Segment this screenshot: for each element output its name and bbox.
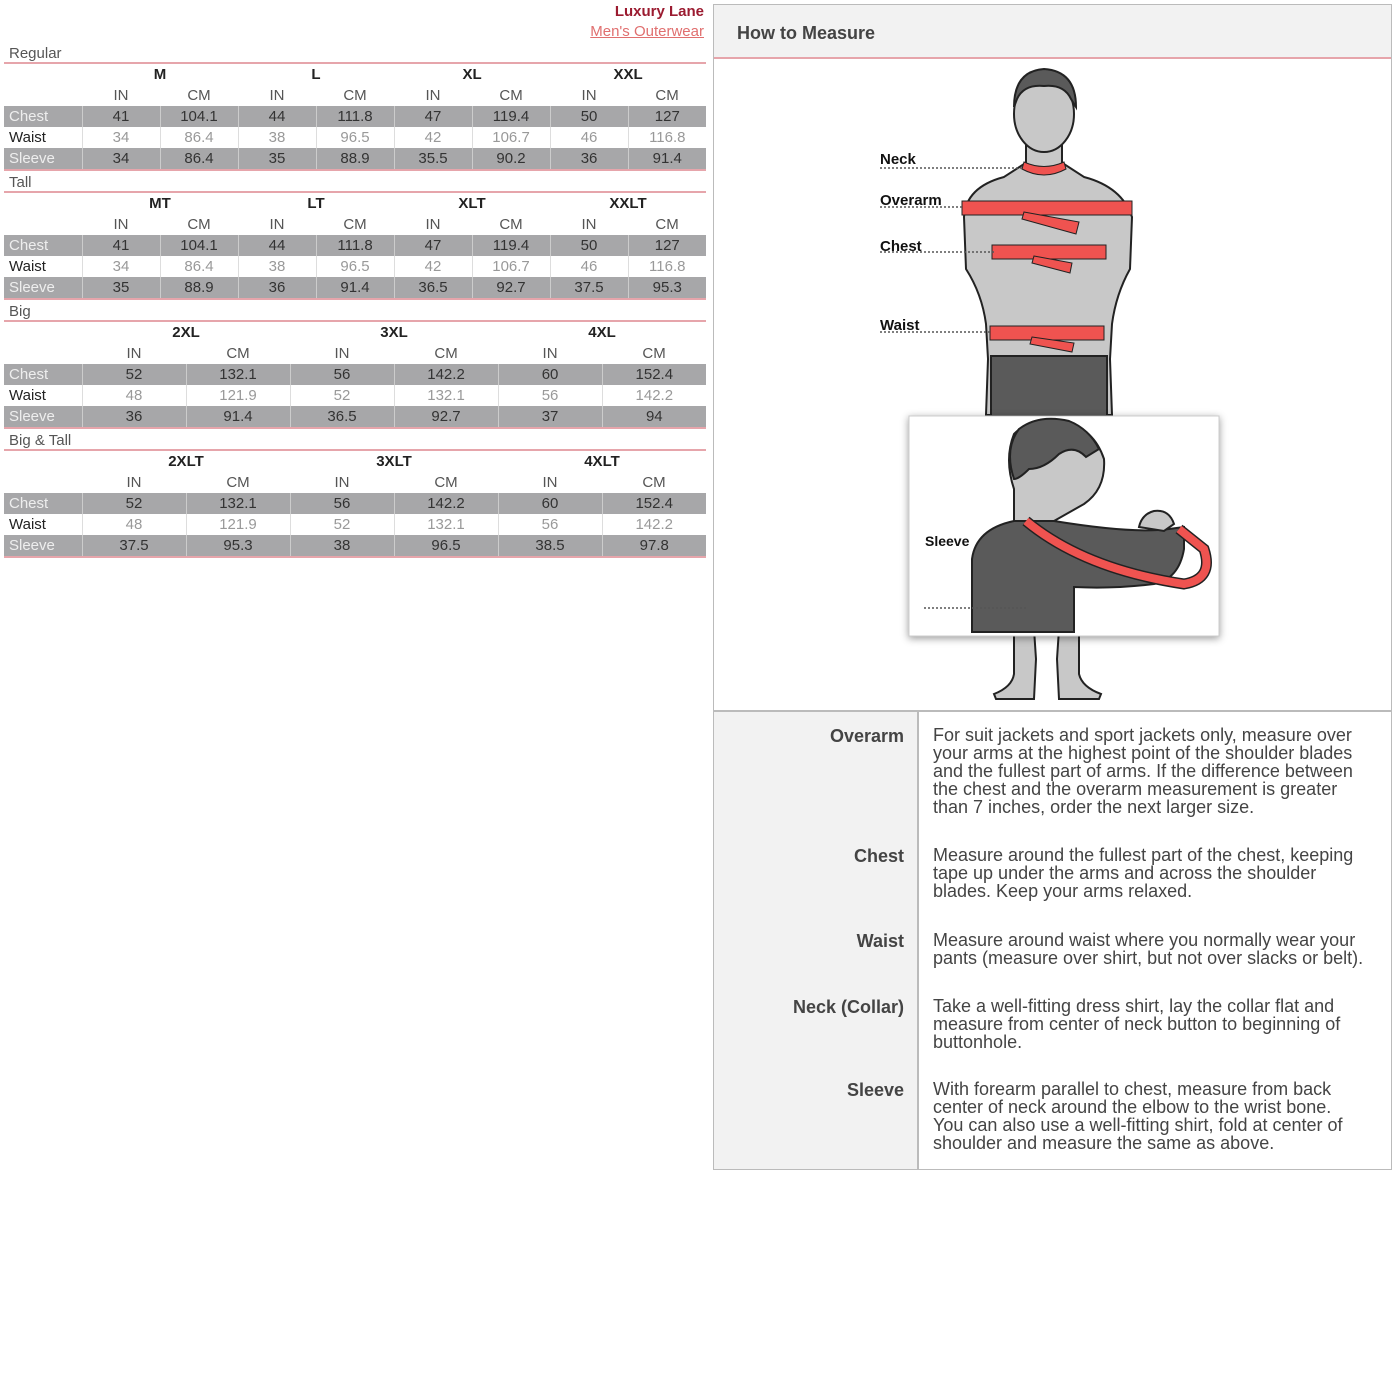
- instruction-line: tape up under the arms and across the shoulder: [933, 863, 1317, 883]
- unit-header-cm: CM: [655, 87, 679, 104]
- table-row: [4, 493, 706, 514]
- size-header-row: [4, 193, 706, 214]
- measurement-cell: 36.5: [290, 406, 394, 428]
- unit-header-in: IN: [269, 216, 285, 233]
- unit-header-cm: CM: [187, 216, 211, 233]
- measurement-cell: 46: [550, 256, 628, 277]
- unit-header-cm: CM: [187, 87, 211, 104]
- measurement-cell: 35: [238, 148, 316, 170]
- measurement-cell: 92.7: [472, 277, 550, 299]
- instruction-line: Measure around the fullest part of the chest, keeping: [933, 845, 1354, 865]
- measurement-cell: 95.3: [628, 277, 706, 299]
- measurement-cell: 86.4: [160, 127, 238, 148]
- measurement-cell: 46: [550, 127, 628, 148]
- measurement-cell: 111.8: [316, 106, 394, 127]
- figure-label-waist: Waist: [880, 317, 920, 334]
- row-label: Chest: [4, 106, 82, 127]
- instruction-line: your arms at the highest point of the shoulder blades: [933, 743, 1353, 763]
- measurement-instructions: [714, 712, 1391, 1169]
- measurement-cell: 96.5: [316, 256, 394, 277]
- unit-header-in: IN: [581, 216, 597, 233]
- measurement-cell: 41: [82, 235, 160, 256]
- measurement-cell: 91.4: [628, 148, 706, 170]
- measurement-cell: 35.5: [394, 148, 472, 170]
- row-label: Chest: [4, 364, 82, 385]
- unit-header-cm: CM: [226, 345, 250, 362]
- instruction-line: center of neck around the elbow to the wrist bone.: [933, 1097, 1332, 1117]
- measurement-cell: 91.4: [316, 277, 394, 299]
- measurement-cell: 97.8: [602, 535, 706, 557]
- size-table: [4, 64, 706, 171]
- category-link[interactable]: Men's Outerwear: [590, 23, 704, 40]
- measurement-cell: 35: [82, 277, 160, 299]
- measurement-cell: 36: [238, 277, 316, 299]
- row-label: Waist: [9, 129, 46, 146]
- instruction-line: and the fullest part of arms. If the difference between: [933, 761, 1353, 781]
- measurement-cell: 47: [394, 106, 472, 127]
- measurement-cell: 106.7: [472, 256, 550, 277]
- measurement-cell: 121.9: [186, 514, 290, 535]
- row-label: Waist: [9, 258, 46, 275]
- measurement-cell: 37.5: [550, 277, 628, 299]
- instruction-text: [933, 1080, 1383, 1152]
- measurement-cell: 41: [82, 106, 160, 127]
- size-header: MT: [149, 195, 171, 212]
- legs-illustration: [994, 629, 1101, 699]
- unit-header-cm: CM: [226, 474, 250, 491]
- measurement-cell: 36: [82, 406, 186, 428]
- measurement-cell: 104.1: [160, 235, 238, 256]
- measurement-cell: 152.4: [602, 493, 706, 514]
- instruction-line: the chest and the overarm measurement is greater: [933, 779, 1338, 799]
- measurement-cell: 132.1: [186, 364, 290, 385]
- size-header: 2XLT: [168, 453, 204, 470]
- size-table: [4, 193, 706, 300]
- row-label: Sleeve: [4, 535, 82, 557]
- measurement-cell: 36.5: [394, 277, 472, 299]
- measurement-cell: 34: [82, 127, 160, 148]
- instruction-label: Sleeve: [846, 1080, 904, 1100]
- measurement-cell: 56: [498, 385, 602, 406]
- measurement-cell: 42: [394, 127, 472, 148]
- size-groups: [4, 42, 706, 558]
- table-row: [4, 127, 706, 148]
- size-group: [4, 42, 706, 171]
- measurement-cell: 96.5: [316, 127, 394, 148]
- measurement-cell: 142.2: [602, 385, 706, 406]
- table-row: [4, 148, 706, 170]
- size-header: 2XL: [172, 324, 200, 341]
- size-header-row: [4, 64, 706, 85]
- measurement-cell: 52: [82, 493, 186, 514]
- instruction-label: Overarm: [829, 726, 904, 746]
- table-row: [4, 364, 706, 385]
- unit-header-in: IN: [425, 216, 441, 233]
- measurement-cell: 52: [290, 514, 394, 535]
- measurement-cell: 127: [628, 235, 706, 256]
- measurement-cell: 60: [498, 493, 602, 514]
- size-header: LT: [307, 195, 325, 212]
- measurement-cell: 132.1: [394, 514, 498, 535]
- measurement-cell: 116.8: [628, 127, 706, 148]
- unit-header-cm: CM: [642, 474, 666, 491]
- body-diagram: [714, 59, 1391, 710]
- figure-label-chest: Chest: [880, 238, 922, 255]
- unit-header-cm: CM: [343, 216, 367, 233]
- size-header: 4XL: [588, 324, 616, 341]
- measurement-cell: 56: [290, 493, 394, 514]
- unit-header-in: IN: [126, 345, 142, 362]
- measurement-cell: 37.5: [82, 535, 186, 557]
- instruction-line: blades. Keep your arms relaxed.: [933, 881, 1193, 901]
- unit-header-cm: CM: [499, 87, 523, 104]
- measurement-cell: 38.5: [498, 535, 602, 557]
- unit-header-row: [4, 343, 706, 364]
- group-title: Regular: [4, 42, 706, 64]
- measurement-cell: 56: [498, 514, 602, 535]
- measurement-cell: 38: [238, 256, 316, 277]
- measurement-cell: 60: [498, 364, 602, 385]
- instruction-line: shoulder and measure the same as above.: [933, 1133, 1275, 1153]
- measurement-cell: 90.2: [472, 148, 550, 170]
- row-label: Waist: [9, 516, 46, 533]
- unit-header-cm: CM: [343, 87, 367, 104]
- unit-header-row: [4, 214, 706, 235]
- size-group: [4, 300, 706, 429]
- instruction-line: For suit jackets and sport jackets only, measure over: [933, 725, 1352, 745]
- row-label: Chest: [4, 493, 82, 514]
- measurement-cell: 38: [290, 535, 394, 557]
- unit-header-in: IN: [334, 345, 350, 362]
- measurement-cell: 47: [394, 235, 472, 256]
- unit-header-in: IN: [542, 474, 558, 491]
- table-row: [4, 535, 706, 557]
- instruction-text: [933, 846, 1383, 900]
- table-row: [4, 277, 706, 299]
- size-header: XL: [462, 66, 482, 83]
- measurement-cell: 44: [238, 235, 316, 256]
- figure-label-sleeve: Sleeve: [925, 533, 970, 549]
- measurement-cell: 56: [290, 364, 394, 385]
- sleeve-inset-illustration: [909, 416, 1219, 636]
- size-header: 3XL: [380, 324, 408, 341]
- measurement-cell: 119.4: [472, 235, 550, 256]
- measurement-cell: 104.1: [160, 106, 238, 127]
- group-title: Big: [4, 300, 706, 322]
- measurement-cell: 152.4: [602, 364, 706, 385]
- measurement-cell: 91.4: [186, 406, 290, 428]
- instruction-line: Measure around waist where you normally wear your: [933, 930, 1356, 950]
- row-label: Sleeve: [4, 148, 82, 170]
- measurement-cell: 95.3: [186, 535, 290, 557]
- table-row: [4, 106, 706, 127]
- measurement-cell: 50: [550, 235, 628, 256]
- instruction-text: [933, 997, 1383, 1051]
- table-row: [4, 235, 706, 256]
- measurement-cell: 96.5: [394, 535, 498, 557]
- measurement-cell: 37: [498, 406, 602, 428]
- measurement-cell: 48: [82, 514, 186, 535]
- size-header: 4XLT: [584, 453, 620, 470]
- measurement-cell: 88.9: [160, 277, 238, 299]
- group-title: Big & Tall: [4, 429, 706, 451]
- measurement-cell: 38: [238, 127, 316, 148]
- measurement-cell: 34: [82, 148, 160, 170]
- measurement-cell: 48: [82, 385, 186, 406]
- measurement-cell: 50: [550, 106, 628, 127]
- group-title: Tall: [4, 171, 706, 193]
- unit-header-cm: CM: [434, 345, 458, 362]
- size-group: [4, 171, 706, 300]
- instruction-line: measure from center of neck button to beginning of: [933, 1014, 1341, 1034]
- measurement-cell: 34: [82, 256, 160, 277]
- measurement-cell: 132.1: [394, 385, 498, 406]
- unit-header-cm: CM: [655, 216, 679, 233]
- measurement-cell: 52: [82, 364, 186, 385]
- row-label: Sleeve: [4, 277, 82, 299]
- measurement-figure: [714, 59, 1391, 712]
- size-group: [4, 429, 706, 558]
- row-label: Sleeve: [4, 406, 82, 428]
- unit-header-in: IN: [334, 474, 350, 491]
- unit-header-in: IN: [581, 87, 597, 104]
- measurement-cell: 142.2: [394, 493, 498, 514]
- size-header: XLT: [458, 195, 486, 212]
- unit-header-in: IN: [126, 474, 142, 491]
- measurement-cell: 111.8: [316, 235, 394, 256]
- size-header: L: [311, 66, 321, 83]
- measurement-cell: 119.4: [472, 106, 550, 127]
- measurement-cell: 116.8: [628, 256, 706, 277]
- size-header: 3XLT: [376, 453, 412, 470]
- figure-label-overarm: Overarm: [880, 192, 942, 209]
- measurement-cell: 36: [550, 148, 628, 170]
- size-header-row: [4, 322, 706, 343]
- table-row: [4, 514, 706, 535]
- size-header: XXLT: [609, 195, 647, 212]
- measurement-cell: 44: [238, 106, 316, 127]
- instruction-line: buttonhole.: [933, 1032, 1023, 1052]
- measurement-cell: 52: [290, 385, 394, 406]
- measurement-cell: 121.9: [186, 385, 290, 406]
- measurement-cell: 88.9: [316, 148, 394, 170]
- measurement-cell: 42: [394, 256, 472, 277]
- unit-header-cm: CM: [642, 345, 666, 362]
- measurement-cell: 106.7: [472, 127, 550, 148]
- measurement-cell: 127: [628, 106, 706, 127]
- unit-header-row: [4, 85, 706, 106]
- unit-header-cm: CM: [499, 216, 523, 233]
- instruction-line: You can also use a well-fitting shirt, fold at center of: [933, 1115, 1343, 1135]
- instruction-text: [933, 931, 1383, 967]
- measurement-cell: 94: [602, 406, 706, 428]
- row-label: Waist: [9, 387, 46, 404]
- unit-header-in: IN: [425, 87, 441, 104]
- table-row: [4, 406, 706, 428]
- measurement-cell: 142.2: [394, 364, 498, 385]
- brand-name: Luxury Lane: [614, 3, 704, 20]
- size-header: M: [153, 66, 167, 83]
- instruction-label: Neck (Collar): [792, 997, 904, 1017]
- size-table: [4, 322, 706, 429]
- size-header-row: [4, 451, 706, 472]
- size-chart: [4, 0, 706, 558]
- instruction-line: pants (measure over shirt, but not over slacks or belt).: [933, 948, 1364, 968]
- panel-title: How to Measure: [714, 5, 1391, 59]
- instruction-label: Chest: [853, 846, 904, 866]
- how-to-measure-panel: [713, 4, 1392, 1170]
- instruction-label: Waist: [856, 931, 904, 951]
- measurement-cell: 92.7: [394, 406, 498, 428]
- measurement-cell: 86.4: [160, 256, 238, 277]
- measurement-cell: 142.2: [602, 514, 706, 535]
- unit-header-in: IN: [269, 87, 285, 104]
- figure-label-neck: Neck: [880, 151, 916, 168]
- instruction-line: With forearm parallel to chest, measure from back: [933, 1079, 1332, 1099]
- size-table: [4, 451, 706, 558]
- instruction-line: Take a well-fitting dress shirt, lay the collar flat and: [933, 996, 1335, 1016]
- instruction-text: [933, 726, 1383, 816]
- unit-header-in: IN: [113, 87, 129, 104]
- measurement-cell: 86.4: [160, 148, 238, 170]
- table-row: [4, 385, 706, 406]
- unit-header-in: IN: [113, 216, 129, 233]
- instruction-line: than 7 inches, order the next larger size.: [933, 797, 1255, 817]
- unit-header-in: IN: [542, 345, 558, 362]
- table-row: [4, 256, 706, 277]
- measurement-cell: 132.1: [186, 493, 290, 514]
- unit-header-cm: CM: [434, 474, 458, 491]
- row-label: Chest: [4, 235, 82, 256]
- size-header: XXL: [613, 66, 643, 83]
- unit-header-row: [4, 472, 706, 493]
